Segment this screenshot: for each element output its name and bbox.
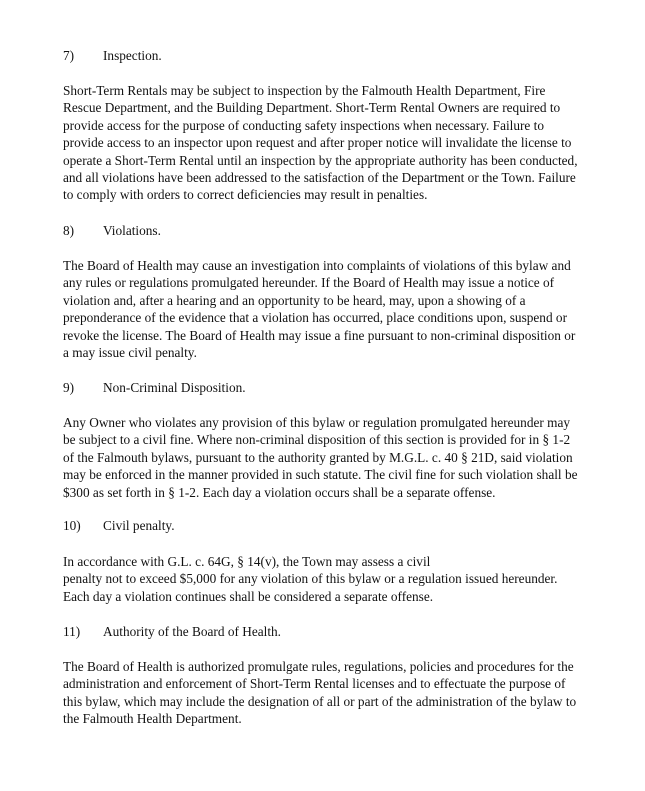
section-10-body: [63, 553, 583, 605]
text-line: Each day a violation continues shall be considered a separate offense.: [63, 588, 434, 604]
section-title: Authority of the Board of Health.: [103, 624, 281, 639]
text-line: to comply with orders to correct deficiencies may result in penalties.: [63, 187, 428, 203]
text-line: and all violations have been addressed to the satisfaction of the Department or the Town. Failure: [63, 170, 576, 186]
text-line: In accordance with G.L. c. 64G, § 14(v), the Town may assess a civil: [63, 554, 431, 569]
text-line: provide access to an inspector upon request and after proper notice will invalidate the license to: [63, 135, 572, 151]
text-line: this bylaw, which may include the designation of all or part of the administration of the bylaw to: [63, 693, 577, 709]
text-line: The Board of Health may cause an investigation into complaints of violations of this bylaw and: [63, 258, 571, 273]
text-line: preponderance of the evidence that a violation has occurred, place conditions upon, suspend or: [63, 310, 567, 326]
section-9-heading: [63, 379, 246, 396]
section-7-body: [63, 82, 583, 204]
text-line: any rules or regulations promulgated hereunder. If the Board of Health may issue a notice of: [63, 275, 555, 291]
text-line: revoke the license. The Board of Health may issue a fine pursuant to non-criminal disposition or: [63, 327, 576, 343]
section-7-heading: [63, 47, 162, 64]
section-number: 7): [63, 48, 75, 63]
text-line: The Board of Health is authorized promulgate rules, regulations, policies and procedures for the: [63, 659, 574, 674]
section-title: Civil penalty.: [103, 518, 175, 533]
text-line: Any Owner who violates any provision of this bylaw or regulation promulgated hereunder may: [63, 415, 571, 430]
text-line: penalty not to exceed $5,000 for any violation of this bylaw or a regulation issued hereunder.: [63, 571, 558, 587]
section-10-heading: [63, 517, 175, 534]
section-title: Violations.: [103, 223, 161, 238]
section-number: 8): [63, 223, 75, 238]
text-line: Short-Term Rentals may be subject to inspection by the Falmouth Health Department, Fire: [63, 83, 546, 98]
section-8-heading: [63, 222, 161, 239]
text-line: operate a Short-Term Rental until an inspection by the appropriate authority has been conducted,: [63, 152, 578, 168]
text-line: Rescue Department, and the Building Department. Short-Term Rental Owners are required to: [63, 100, 561, 116]
section-title: Inspection.: [103, 48, 162, 63]
text-line: be subject to a civil fine. Where non-criminal disposition of this section is provided for in § 1-2: [63, 432, 571, 448]
text-line: violation and, after a hearing and an opportunity to be heard, may, upon a showing of a: [63, 292, 526, 308]
section-11-heading: [63, 623, 281, 640]
section-9-body: [63, 414, 583, 501]
text-line: of the Falmouth bylaws, pursuant to the authority granted by M.G.L. c. 40 § 21D, said violation: [63, 449, 573, 465]
text-line: administration and enforcement of Short-Term Rental licenses and to effectuate the purpose of: [63, 676, 566, 692]
text-line: provide access for the purpose of conducting safety inspections when necessary. Failure to: [63, 117, 544, 133]
section-number: 10): [63, 518, 81, 533]
text-line: $300 as set forth in § 1-2. Each day a violation occurs shall be a separate offense.: [63, 484, 496, 500]
section-title: Non-Criminal Disposition.: [103, 380, 246, 395]
text-line: a may issue civil penalty.: [63, 345, 197, 361]
section-number: 11): [63, 624, 81, 639]
section-number: 9): [63, 380, 75, 395]
section-11-body: [63, 658, 583, 728]
text-line: the Falmouth Health Department.: [63, 711, 242, 727]
text-line: may be enforced in the manner provided in such statute. The civil fine for such violation shall be: [63, 467, 578, 483]
section-8-body: [63, 257, 583, 361]
